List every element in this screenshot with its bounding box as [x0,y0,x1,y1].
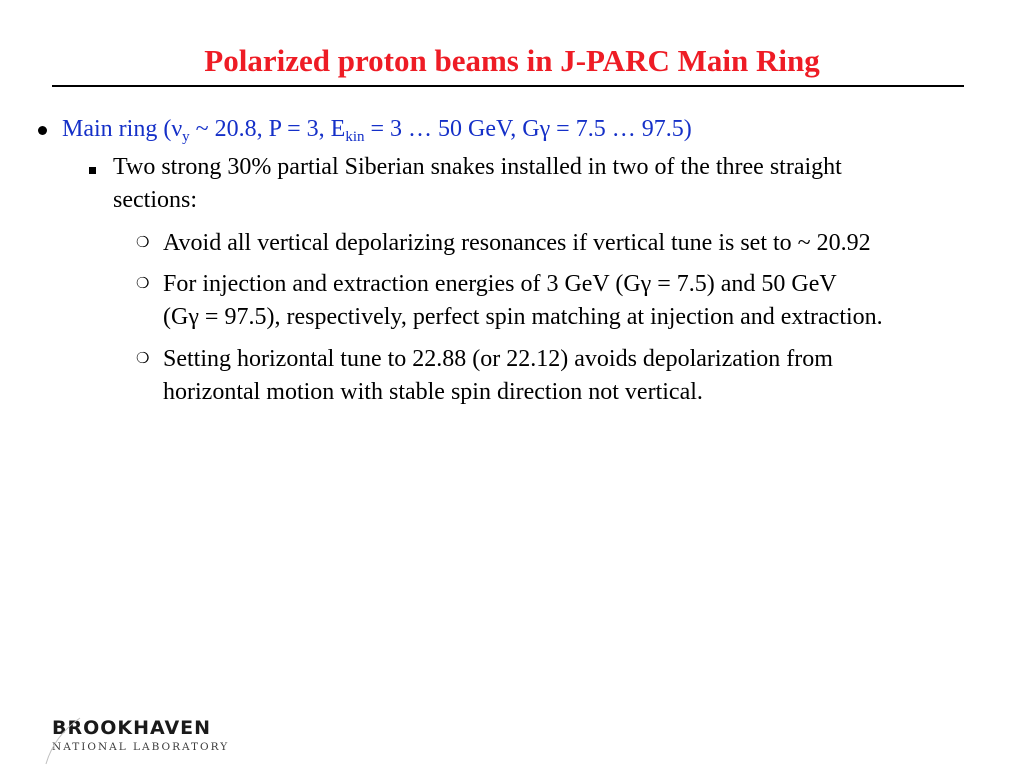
main-ring-text-c: = 3 … 50 GeV, Gγ = 7.5 … 97.5) [364,116,692,142]
logo-subtitle: NATIONAL LABORATORY [52,741,230,753]
bullet-ring-icon: ❍ [136,276,150,292]
main-ring-sub-kin: kin [345,129,365,145]
bullet-injection-extraction [163,268,883,334]
main-ring-text-a: Main ring (ν [62,116,183,142]
bullet-square-icon [89,167,96,174]
snakes-line-2: sections: [113,187,197,213]
logo-swoosh-icon [44,716,84,766]
snakes-line-1: Two strong 30% partial Siberian snakes installed in two of the three straight [113,154,842,180]
bullet-ring-icon: ❍ [136,351,150,367]
main-ring-text-b: ~ 20.8, P = 3, E [189,116,346,142]
logo-name: BROOKHAVEN [52,717,212,739]
avoid-line-1: Avoid all vertical depolarizing resonances if vertical tune is set to ~ 20.92 [163,230,871,256]
brookhaven-logo [52,717,230,754]
injection-line-1: For injection and extraction energies of 3 GeV (Gγ = 7.5) and 50 GeV [163,271,837,297]
injection-line-2: (Gγ = 97.5), respectively, perfect spin matching at injection and extraction. [163,304,883,330]
bullet-main-ring [62,113,692,146]
main-ring-sub-y: y [182,129,190,145]
horizontal-line-2: horizontal motion with stable spin direction not vertical. [163,379,703,405]
bullet-dot-icon [38,126,47,135]
bullet-horizontal-tune [163,343,833,409]
title-divider [52,85,964,87]
horizontal-line-1: Setting horizontal tune to 22.88 (or 22.12) avoids depolarization from [163,346,833,372]
bullet-ring-icon: ❍ [136,235,150,251]
slide-title: Polarized proton beams in J-PARC Main Ring [204,43,820,78]
bullet-avoid-resonances [163,227,871,260]
bullet-siberian-snakes [113,151,842,217]
